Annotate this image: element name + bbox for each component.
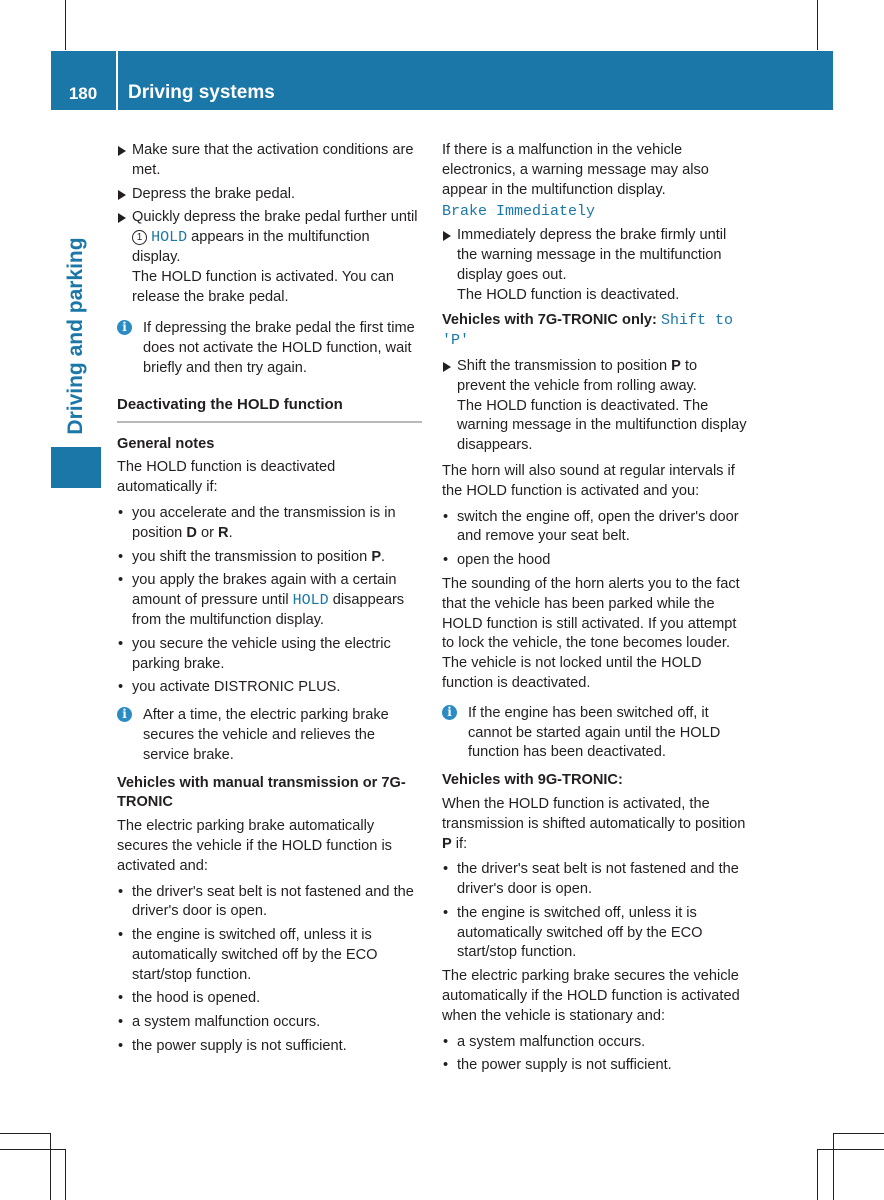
list-item: • the driver's seat belt is not fastened and the driver's door is open. bbox=[117, 883, 422, 923]
crop-mark bbox=[0, 1149, 66, 1150]
list-item: • switch the engine off, open the driver's door and remove your seat belt. bbox=[442, 508, 748, 548]
paragraph: If there is a malfunction in the vehicle electronics, a warning message may also appear in the multifunction display. bbox=[442, 142, 709, 198]
subsection-heading: General notes bbox=[117, 435, 215, 452]
subsection-heading: Vehicles with 7G-TRONIC only: Shift to 'P' bbox=[442, 312, 733, 350]
list-item: • a system malfunction occurs. bbox=[442, 1033, 748, 1053]
list-item: • the power supply is not sufficient. bbox=[117, 1037, 422, 1057]
crop-mark bbox=[0, 1133, 50, 1134]
right-column bbox=[442, 141, 748, 1080]
list-item: • the engine is switched off, unless it is automatically switched off by the ECO start/stop function. bbox=[442, 904, 748, 963]
info-icon: i bbox=[117, 320, 132, 335]
paragraph: The sounding of the horn alerts you to the fact that the vehicle has been parked while the HOLD function is still activated. If you attempt to lock the vehicle, the tone becomes louder. The vehicle is not locked until the HOLD function is deactivated. bbox=[442, 575, 740, 691]
paragraph: When the HOLD function is activated, the transmission is shifted automatically to position P if: bbox=[442, 795, 746, 852]
instruction-step: Quickly depress the brake pedal further until 1 HOLD appears in the multifunction display. The HOLD function is activated. You can release the brake pedal. bbox=[117, 208, 422, 307]
paragraph: The HOLD function is deactivated automatically if: bbox=[117, 459, 336, 496]
paragraph: The horn will also sound at regular intervals if the HOLD function is activated and you: bbox=[442, 462, 735, 499]
list-item: • you secure the vehicle using the electric parking brake. bbox=[117, 635, 422, 675]
list-item: • the power supply is not sufficient. bbox=[442, 1056, 748, 1076]
list-item: • the hood is opened. bbox=[117, 989, 422, 1009]
list-item: • the engine is switched off, unless it is automatically switched off by the ECO start/stop function. bbox=[117, 926, 422, 985]
instruction-step: Immediately depress the brake firmly until the warning message in the multifunction display goes out. The HOLD function is deactivated. bbox=[442, 226, 748, 305]
callout-marker: 1 bbox=[132, 230, 147, 245]
step-result: The HOLD function is deactivated. bbox=[457, 286, 680, 303]
list-item: • you accelerate and the transmission is in position D or R. bbox=[117, 504, 422, 544]
paragraph: The electric parking brake secures the vehicle automatically if the HOLD function is activated when the vehicle is stationary and: bbox=[442, 968, 740, 1024]
info-icon: i bbox=[117, 707, 132, 722]
crop-mark bbox=[834, 1133, 884, 1134]
crop-mark bbox=[65, 1149, 66, 1200]
page-number: 180 bbox=[68, 84, 98, 103]
list-item: • open the hood bbox=[442, 551, 748, 571]
instruction-step: Shift the transmission to position P to prevent the vehicle from rolling away. The HOLD function is deactivated. The warning message in the multifunction display disappears. bbox=[442, 357, 748, 456]
step-result: The HOLD function is deactivated. The warning message in the multifunction display disappears. bbox=[457, 397, 747, 454]
display-message: HOLD bbox=[151, 229, 188, 247]
subsection-heading: Vehicles with 9G-TRONIC: bbox=[442, 772, 623, 789]
display-message: Brake Immediately bbox=[442, 203, 596, 221]
info-icon: i bbox=[442, 705, 457, 720]
display-message: HOLD bbox=[292, 592, 329, 610]
crop-mark bbox=[833, 1133, 834, 1200]
step-result: The HOLD function is activated. You can release the brake pedal. bbox=[132, 268, 395, 305]
subsection-heading: Vehicles with manual transmission or 7G-TRONIC bbox=[117, 774, 406, 811]
instruction-step: Make sure that the activation conditions are met. bbox=[117, 141, 422, 181]
left-column bbox=[117, 141, 422, 1061]
crop-mark bbox=[817, 1149, 884, 1150]
list-item: • a system malfunction occurs. bbox=[117, 1013, 422, 1033]
side-section-label: Driving and parking bbox=[64, 237, 87, 435]
list-item: • you shift the transmission to position P. bbox=[117, 548, 422, 568]
crop-mark bbox=[50, 1133, 51, 1200]
list-item: • you apply the brakes again with a certain amount of pressure until HOLD disappears from the multifunction display. bbox=[117, 571, 422, 630]
paragraph: The electric parking brake automatically secures the vehicle if the HOLD function is activated and: bbox=[117, 818, 392, 874]
crop-mark bbox=[817, 1149, 818, 1200]
list-item: • the driver's seat belt is not fastened and the driver's door is open. bbox=[442, 860, 748, 900]
instruction-step: Depress the brake pedal. bbox=[117, 185, 422, 205]
section-heading: Deactivating the HOLD function bbox=[117, 387, 422, 423]
side-thumb-tab bbox=[51, 447, 101, 488]
chapter-title: Driving systems bbox=[128, 82, 275, 103]
display-message: Shift to 'P' bbox=[442, 312, 733, 350]
info-note: i If the engine has been switched off, it cannot be started again until the HOLD function has been deactivated. bbox=[442, 704, 748, 763]
header-separator bbox=[116, 51, 118, 110]
crop-mark bbox=[817, 0, 818, 50]
info-note: i If depressing the brake pedal the first time does not activate the HOLD function, wait briefly and then try again. bbox=[117, 319, 422, 378]
info-note: i After a time, the electric parking brake secures the vehicle and relieves the service brake. bbox=[117, 706, 422, 765]
list-item: • you activate DISTRONIC PLUS. bbox=[117, 678, 422, 698]
crop-mark bbox=[65, 0, 66, 50]
